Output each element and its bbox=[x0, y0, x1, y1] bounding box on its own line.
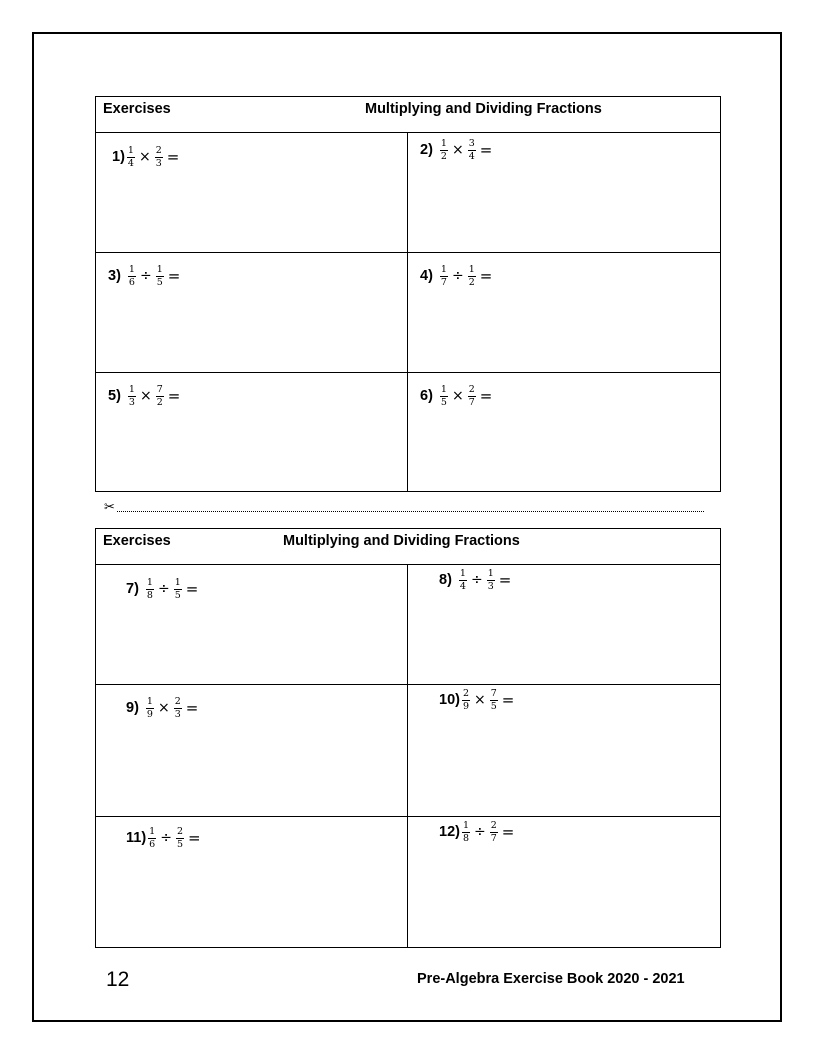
problem-cell-3 bbox=[96, 253, 408, 373]
problem-11 bbox=[126, 827, 201, 849]
equals-sign: = bbox=[167, 267, 181, 285]
operator: ÷ bbox=[451, 268, 464, 284]
fraction-a: $\frac{1}{6}$ bbox=[128, 264, 135, 288]
operator: ÷ bbox=[139, 268, 152, 284]
problem-3 bbox=[108, 265, 180, 287]
fraction-b: $\frac{2}{5}$ bbox=[176, 826, 183, 850]
problem-8 bbox=[439, 569, 511, 591]
problem-number: 11) bbox=[126, 830, 147, 846]
problem-12 bbox=[439, 821, 514, 843]
equals-sign: = bbox=[166, 148, 180, 166]
problem-cell-11 bbox=[96, 817, 408, 947]
operator: × bbox=[474, 692, 486, 708]
fraction-a: $\frac{1}{7}$ bbox=[440, 264, 447, 288]
sheet-label: Exercises bbox=[103, 533, 171, 549]
problem-number: 1) bbox=[112, 149, 125, 165]
operator: × bbox=[138, 149, 151, 165]
fraction-a: $\frac{1}{3}$ bbox=[128, 384, 135, 408]
operator: ÷ bbox=[470, 572, 483, 588]
fraction-b: $\frac{1}{5}$ bbox=[156, 264, 163, 288]
fraction-b: $\frac{1}{3}$ bbox=[487, 568, 494, 592]
operator: ÷ bbox=[157, 581, 170, 597]
problem-number: 2) bbox=[420, 142, 433, 158]
sheet-label: Exercises bbox=[103, 101, 171, 117]
problem-cell-7 bbox=[96, 565, 408, 685]
operator: × bbox=[157, 700, 170, 716]
dotted-separator bbox=[117, 503, 704, 512]
problem-number: 6) bbox=[420, 388, 433, 404]
sheet-header bbox=[96, 529, 720, 565]
fraction-b: $\frac{1}{5}$ bbox=[174, 577, 181, 601]
sheet-title: Multiplying and Dividing Fractions bbox=[283, 533, 520, 549]
operator: × bbox=[451, 388, 464, 404]
problem-number: 8) bbox=[439, 572, 452, 588]
problem-cell-4 bbox=[408, 253, 720, 373]
equals-sign: = bbox=[479, 267, 493, 285]
fraction-b: $\frac{2}{3}$ bbox=[174, 696, 181, 720]
fraction-b: $\frac{2}{3}$ bbox=[155, 145, 162, 169]
problem-cell-12 bbox=[408, 817, 720, 947]
fraction-a: $\frac{1}{8}$ bbox=[146, 577, 153, 601]
equals-sign: = bbox=[501, 691, 515, 709]
problem-number: 9) bbox=[126, 700, 139, 716]
fraction-b: $\frac{2}{7}$ bbox=[490, 820, 497, 844]
fraction-a: $\frac{1}{4}$ bbox=[127, 145, 134, 169]
fraction-a: $\frac{1}{4}$ bbox=[459, 568, 466, 592]
problem-4 bbox=[420, 265, 492, 287]
problem-5 bbox=[108, 385, 180, 407]
equals-sign: = bbox=[498, 571, 512, 589]
fraction-a: $\frac{2}{9}$ bbox=[462, 688, 470, 712]
fraction-b: $\frac{7}{5}$ bbox=[490, 688, 497, 712]
problem-1 bbox=[112, 146, 179, 168]
equals-sign: = bbox=[479, 387, 493, 405]
operator: ÷ bbox=[474, 824, 486, 840]
problem-number: 7) bbox=[126, 581, 139, 597]
fraction-b: $\frac{1}{2}$ bbox=[468, 264, 475, 288]
operator: ÷ bbox=[160, 830, 172, 846]
problem-cell-8 bbox=[408, 565, 720, 685]
fraction-b: $\frac{7}{2}$ bbox=[156, 384, 163, 408]
equals-sign: = bbox=[185, 580, 199, 598]
fraction-a: $\frac{1}{6}$ bbox=[149, 826, 156, 850]
equals-sign: = bbox=[185, 699, 199, 717]
equals-sign: = bbox=[167, 387, 181, 405]
problem-cell-9 bbox=[96, 685, 408, 817]
problem-7 bbox=[126, 578, 198, 600]
equals-sign: = bbox=[479, 141, 493, 159]
problem-cell-5 bbox=[96, 373, 408, 491]
exercise-sheet-2 bbox=[95, 528, 721, 948]
problem-cell-2 bbox=[408, 133, 720, 253]
fraction-b: $\frac{3}{4}$ bbox=[468, 138, 475, 162]
problem-cell-10 bbox=[408, 685, 720, 817]
problem-number: 3) bbox=[108, 268, 121, 284]
scissors-icon: ✂ bbox=[104, 500, 115, 514]
operator: × bbox=[451, 142, 464, 158]
problem-number: 10) bbox=[439, 692, 460, 708]
problem-cell-1 bbox=[96, 133, 408, 253]
problem-number: 12) bbox=[439, 824, 460, 840]
operator: × bbox=[139, 388, 152, 404]
book-title: Pre-Algebra Exercise Book 2020 - 2021 bbox=[417, 971, 685, 987]
exercise-sheet-1 bbox=[95, 96, 721, 492]
equals-sign: = bbox=[501, 823, 515, 841]
problem-10 bbox=[439, 689, 514, 711]
problem-number: 4) bbox=[420, 268, 433, 284]
sheet-title: Multiplying and Dividing Fractions bbox=[365, 101, 602, 117]
fraction-b: $\frac{2}{7}$ bbox=[468, 384, 475, 408]
fraction-a: $\frac{1}{8}$ bbox=[462, 820, 470, 844]
problem-6 bbox=[420, 385, 492, 407]
problem-2 bbox=[420, 139, 492, 161]
fraction-a: $\frac{1}{5}$ bbox=[440, 384, 447, 408]
fraction-a: $\frac{1}{2}$ bbox=[440, 138, 447, 162]
page-number: 12 bbox=[106, 968, 130, 991]
cut-line bbox=[104, 500, 704, 514]
problem-number: 5) bbox=[108, 388, 121, 404]
sheet-header bbox=[96, 97, 720, 133]
problem-9 bbox=[126, 697, 198, 719]
fraction-a: $\frac{1}{9}$ bbox=[146, 696, 153, 720]
equals-sign: = bbox=[188, 829, 201, 847]
problem-cell-6 bbox=[408, 373, 720, 491]
